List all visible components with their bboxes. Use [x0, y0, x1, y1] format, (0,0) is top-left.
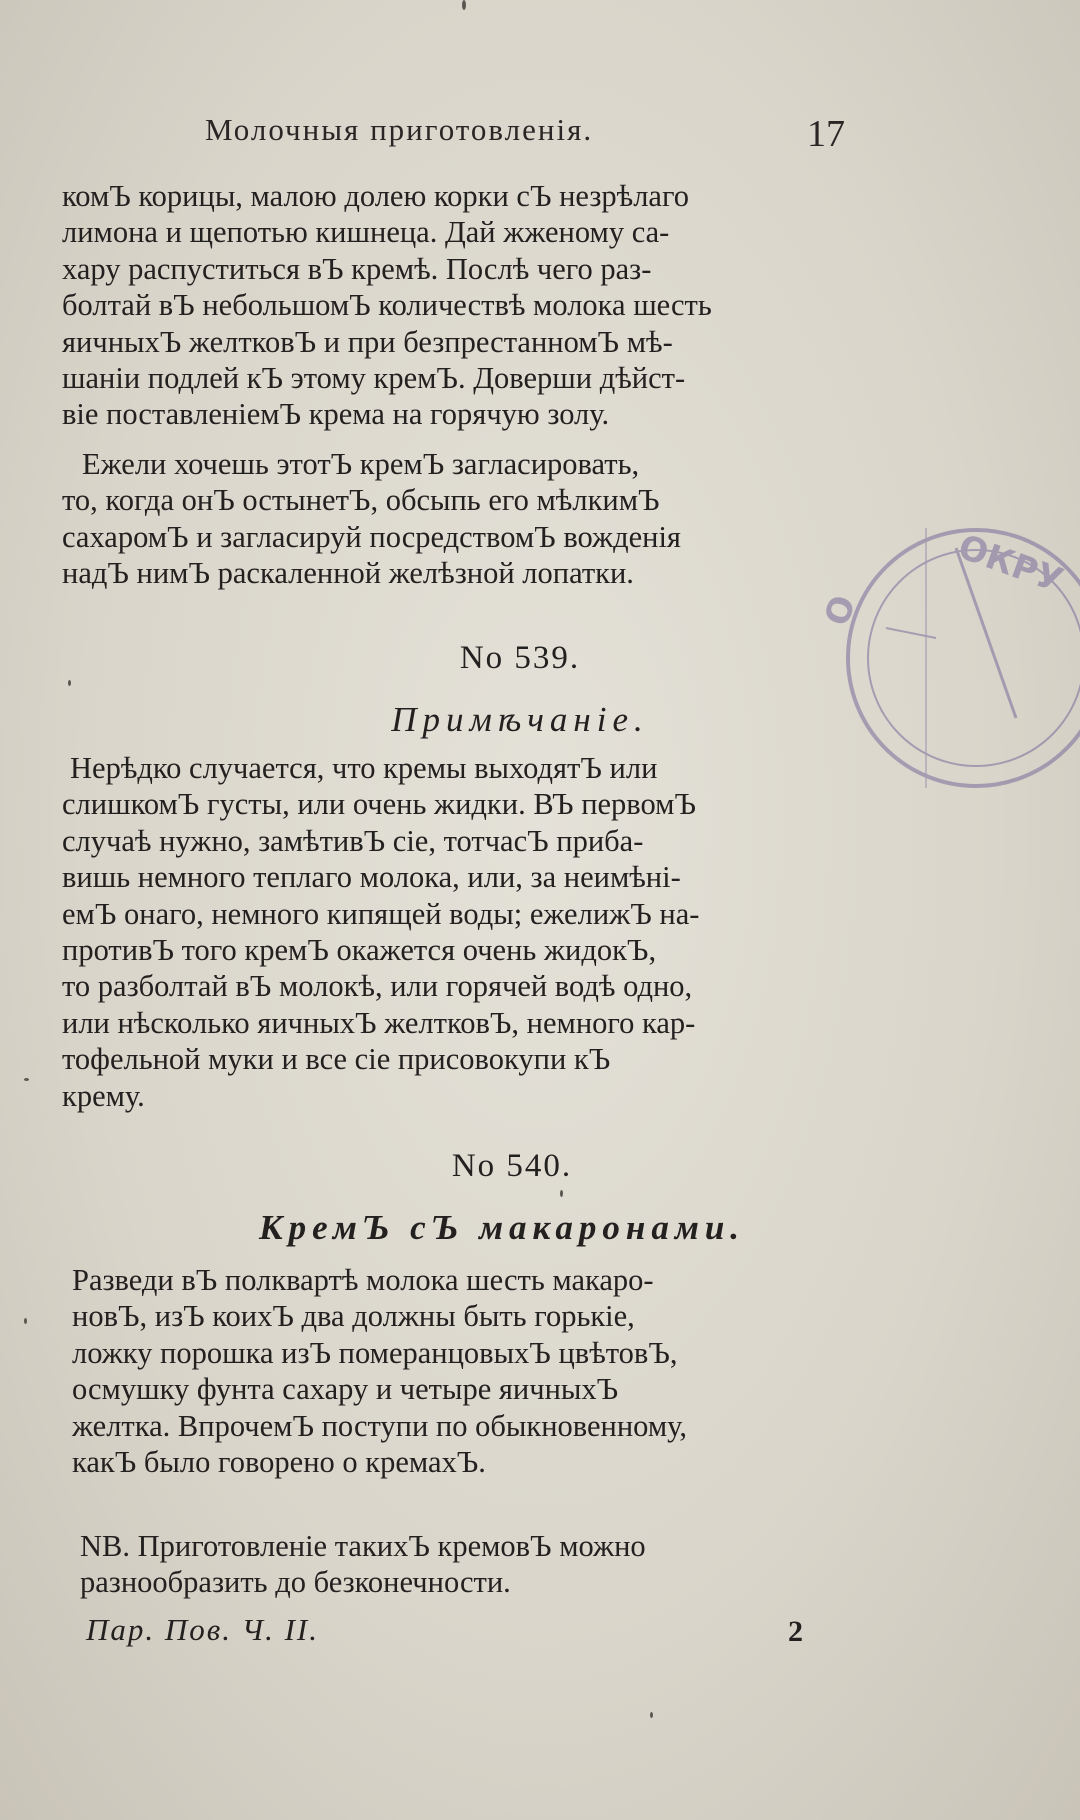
- running-title: Молочныя приготовленія.: [205, 112, 594, 147]
- text-line: лимона и щепотью кишнеца. Дай жженому са-: [62, 215, 670, 250]
- text-line: случаѣ нужно, замѣтивЪ сіе, тотчасЪ приба-: [62, 823, 644, 858]
- section-number-540: No 540.: [451, 1148, 573, 1184]
- nota-bene: [80, 1528, 880, 1601]
- library-stamp-icon: [806, 508, 1080, 808]
- section-539-body: [62, 750, 884, 1114]
- paper-speck: [462, 0, 466, 10]
- paper-speck: [650, 1712, 653, 1718]
- svg-text:О: О: [816, 590, 865, 632]
- text-line: NB. Приготовленіе такихЪ кремовЪ можно: [80, 1529, 646, 1563]
- sheet-number: 2: [788, 1615, 803, 1648]
- text-line: осмушку фунта сахару и четыре яичныхЪ: [72, 1372, 619, 1407]
- text-line: какЪ было говорено о кремахЪ.: [72, 1445, 486, 1480]
- text-line: желтка. ВпрочемЪ поступи по обыкновенному,: [72, 1408, 687, 1443]
- section-title-539: Примѣчаніе.: [391, 700, 649, 739]
- text-line: Разведи вЪ полквартѣ молока шесть макаро-: [72, 1263, 654, 1297]
- text-line: тофельной муки и все сіе присовокупи кЪ: [62, 1042, 611, 1077]
- running-head: [205, 112, 845, 155]
- text-line: болтай вЪ небольшомЪ количествѣ молока шесть: [62, 288, 712, 323]
- page-number: 17: [807, 113, 845, 155]
- text-line: то разболтай вЪ молокѣ, или горячей водѣ одно,: [62, 969, 693, 1004]
- text-line: надЪ нимЪ раскаленной желѣзной лопатки.: [62, 556, 634, 591]
- section-number-539: No 539.: [459, 640, 581, 676]
- text-line: хару распуститься вЪ кремѣ. Послѣ чего раз-: [62, 251, 652, 286]
- paper-speck: [68, 680, 71, 686]
- text-line: разнообразить до безконечности.: [80, 1565, 511, 1600]
- paper-speck: [560, 1190, 563, 1197]
- paper-speck: [24, 1318, 27, 1324]
- text-line: вишь немного теплаго молока, или, за неимѣні-: [62, 860, 681, 895]
- printer-signature: Пар. Пов. Ч. II.: [86, 1612, 319, 1647]
- text-line: противЪ того кремЪ окажется очень жидокЪ,: [62, 933, 657, 968]
- text-line: крему.: [62, 1078, 145, 1113]
- paper-speck: [24, 1078, 29, 1081]
- text-line: шаніи подлей кЪ этому кремЪ. Доверши дѣйст-: [62, 361, 686, 396]
- text-line: слишкомЪ густы, или очень жидки. ВЪ первомЪ: [62, 787, 697, 822]
- text-line: ложку порошка изЪ померанцовыхЪ цвѣтовЪ,: [72, 1335, 678, 1370]
- text-line: или нѣсколько яичныхЪ желтковЪ, немного кар-: [62, 1005, 696, 1040]
- text-line: то, когда онЪ остынетЪ, обсыпь его мѣлкимЪ: [62, 483, 660, 518]
- section-title-540: КремЪ сЪ макаронами.: [258, 1208, 746, 1247]
- text-line: яичныхЪ желтковЪ и при безпрестанномЪ мѣ-: [62, 324, 673, 359]
- glaze-paragraph: [62, 446, 884, 592]
- intro-paragraph: [62, 178, 884, 433]
- text-line: віе поставленіемЪ крема на горячую золу.: [62, 397, 610, 432]
- svg-text:ОКРУ: ОКРУ: [952, 526, 1068, 602]
- section-540-body: [72, 1262, 884, 1480]
- text-line: комЪ корицы, малою долею корки сЪ незрѣлаго: [62, 179, 689, 213]
- text-line: Нерѣдко случается, что кремы выходятЪ или: [70, 751, 658, 785]
- text-line: Ежели хочешь этотЪ кремЪ загласировать,: [82, 447, 640, 481]
- text-line: новЪ, изЪ коихЪ два должны быть горькіе,: [72, 1299, 635, 1334]
- text-line: сахаромЪ и загласируй посредствомЪ вожденія: [62, 519, 681, 554]
- text-line: емЪ онаго, немного кипящей воды; ежелижЪ на-: [62, 896, 700, 931]
